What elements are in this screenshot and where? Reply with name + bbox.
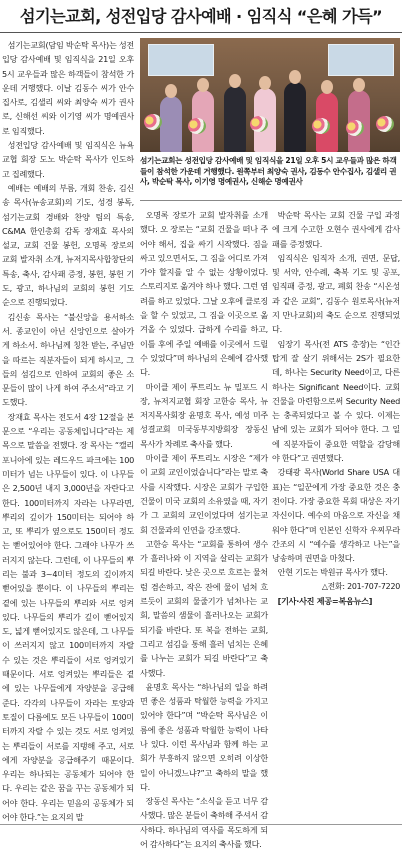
- article-column-2: [140, 208, 268, 850]
- person-figure: [224, 86, 246, 152]
- person-head: [197, 78, 209, 92]
- paragraph: 고한승 목사는 “교회를 통하여 생수가 흘러나와 이 지역을 살리는 교회가 되길 바란다. 낮은 곳으로 흐르는 물처럼 겸손하고, 작은 잔에 물이 넘쳐 흐르듯이 교회의 물줄기가 넘쳐나는 교회, 말씀의 샘물이 흘러나오는 교회가 되기를 바란다. 또 복을 전하는 교회, 그리고 섬김을 통해 흘러 넘치는 은혜를 나누는 교회가 되길 바란다”고 축사했다.: [140, 538, 268, 678]
- bouquet: [312, 118, 330, 134]
- paragraph: 김신송 목사는 “불신앙을 용서하소서. 종교인이 아닌 신앙인으로 살아가게 하소서. 하나님께 칭찬 받는, 주님만을 따르는 직분자들이 되게 하시고, 그들의 섬김으로 인하여 교회의 좋은 소문들이 많이 나게 하여 주소서”라고 기도했다.: [2, 311, 134, 408]
- headline-rule: [0, 32, 402, 33]
- paragraph: 예배는 예배의 부름, 개회 찬송, 김신송 목사(뉴송교회)의 기도, 성경 봉독, 섬기는교회 경배와 찬양 팀의 특송, C&MA 한인총회 감독 장재효 목사의 설교, 교회 건물 봉헌, 오명록 장로의 교회 발자취 소개, 뉴저지목사합창단의 특송, 축사, 감사패 증정, 봉헌, 봉헌 기도, 광고, 하나님의 교회의 봉헌 기도 순으로 진행되었다.: [2, 182, 134, 308]
- paragraph: 마이클 제이 푸트리노 뉴 밀포드 시장, 뉴저지교협 회장 고한승 목사, 뉴저지목사회장 윤명호 목사, 예성 미주성결교회 미국동부지방회장 장동신 목사가 차례로 축사를 했다.: [140, 381, 268, 449]
- paragraph: 장동신 목사는 “소식을 듣고 너무 감사했다. 많은 분들이 축하해 주셔서 감사하다. 하나님의 역사를 목도하게 되어 감사하다”는 요지의 축사를 했다.: [140, 796, 268, 850]
- paragraph: 윤명호 목사는 “하나님의 일을 하려면 좋은 성품과 탁월한 능력을 가지고 있어야 한다”며 “박순탁 목사님은 이름에 좋은 성품과 탁월한 능력이 나타나 있다. 이런 목사님과 함께 하는 교회가 부흥하지 않으면 오히려 이상한 일이 아니겠느냐?”고 축하의 말을 했다.: [140, 681, 268, 792]
- photo-caption: 섬기는교회는 성전입당 감사예배 및 임직식을 21일 오후 5시 교우들과 많은 하객들이 참석한 가운데 거행했다. 원쪽부터 최양숙 권사, 김동수 안수집사, 김샐리 권사, 박순탁 목사, 이기영 명예권사, 신해순 명예권사: [140, 156, 397, 187]
- contact-phone: △전화: 201-707-7220: [321, 581, 400, 591]
- paragraph: 임장기 목사(전 ATS 총장)는 “인간탑게 잘 살기 위해서는 2S가 필요한데, 하나는 Security Need이고, 다른 하나는 Significant Need이다. 교회 건물을 마련함으로써 Security Need는 충족되었다고 볼 수 있다. 이제는 남에 있는 교회가 되어야 한다. 그 일에 직분자들이 중요한 역할을 감당해야 한다”고 권면했다.: [272, 338, 400, 464]
- bouquet: [250, 116, 268, 132]
- bottom-rule: [0, 824, 402, 825]
- bouquet: [346, 120, 364, 136]
- article-headline: 섬기는교회, 성전입당 감사예배 · 임직식 “은혜 가득”: [19, 7, 383, 26]
- paragraph: 성전입당 감사예배 및 임직식은 뉴욕교협 회장 도노 박순탁 목사가 인도하고 집례했다.: [2, 140, 134, 179]
- paragraph: 박순탁 목사는 교회 건물 구입 과정에 크게 수고한 오현수 권사에게 감사패를 증정했다.: [272, 210, 400, 249]
- bouquet: [188, 118, 206, 134]
- caption-rule: [140, 200, 402, 201]
- person-figure: [160, 96, 182, 152]
- article-source: [기사·사진 제공=복음뉴스]: [277, 596, 373, 607]
- article-column-3: [272, 208, 400, 824]
- person-head: [353, 78, 365, 92]
- person-head: [165, 84, 177, 98]
- person-head: [289, 70, 301, 84]
- paragraph: 안현 기도는 박원규 목사가 했다.: [277, 567, 388, 578]
- person-head: [259, 76, 271, 90]
- paragraph: 오명록 장로가 교회 발자취를 소개했다. 오 장로는 “교회 건물을 떠나 주어야 해서, 집을 싸기 시작했다. 짐을 싸고 있으면서도, 그 짐을 어디로 가져가야 할지를 알 수 없는 상황이었다. 스토리지로 옮겨야 하나 했다. 그런 염려를 하고 있었다. 그날 오후에 클로징을 할 수 있었고, 그 짐을 이곳으로 옮겨올 수 있었다. 급하게 수리를 하고, 이틀 후에 주일 예배를 이곳에서 드릴 수 있었다”며 하나님의 은혜에 감사했다.: [140, 210, 268, 378]
- paragraph: 장재효 목사는 전도서 4장 12절을 본문으로 “우리는 공동체입니다”라는 제목으로 말씀을 전했다. 장 목사는 “캘리포니아에 있는 레드우드 파크에는 100미터가 넘는 나무들이 있다. 이 나무들은 2,500년 내지 3,000년을 자란다고 한다. 100미터까지 자라는 나무라면, 뿌리의 깊이가 150미터는 되어야 하고, 또 뿌리가 옆으로도 150미터 정도는 뻗어있어야 한다. 그래야 나무가 쓰러지지 않는다. 그런데, 이 나무들의 뿌리는 불과 3~4미터 정도의 깊이까지 뻗어있을 뿐이다. 이 나무들의 뿌리는 곁에 있는 나무들의 뿌리와 서로 엉켜 있다. 나무들의 뿌리가 깊이 뻗어있지도, 넓게 뻗어있지도 않은데, 그 나무들이 쓰러지지 않고 100미터까지 자랄 수 있는 것은 뿌리들이 서로 엉켜있기 때문이다. 서로 엉켜있는 뿌리들은 곁에 있는 나무들에게 자양분을 공급해 준다. 각각의 나무들이 자라는 토양과 토질이 다름에도 모든 나무들이 100미터까지 자랄 수 있는 것도 서로 엉켜있는 뿌리들이 서로를 지탱해 주고, 서로에게 자양분을 공급해주기 때문이다. 우리는 하나되는 공동체가 되어야 한다. 우리는 같은 꿈을 꾸는 공동체가 되어야 한다. 우리는 믿음의 공동체가 되어야 한다.”는 요지의 말: [2, 411, 134, 823]
- paragraph: 강태광 목사(World Share USA 대표)는 “일꾼에게 가장 중요한 것은 충전이다. 가장 중요한 목회 대상은 자기 자신이다. 예수의 마음으로 자신을 채워야 한다”며 인본인 신학자 우찌무라 간조의 시 “예수를 생각하고 나는”을 낭송하며 권면을 마쳤다.: [272, 467, 400, 564]
- person-figure: [284, 82, 306, 152]
- person-head: [229, 74, 241, 88]
- person-head: [321, 80, 333, 94]
- bouquet: [144, 114, 162, 130]
- paragraph: 섬기는교회(담임 박순탁 목사)는 성전입당 감사예배 및 임직식을 21일 오후 5시 교우들과 많은 하객들이 참석한 가운데 거행했다. 이날 김동수 씨가 안수집사로, 김샐리 씨와 최양숙 씨가 권사로, 신해선 씨와 이기영 씨가 명예권사로 임직했다.: [2, 40, 134, 136]
- article-photo: [140, 38, 400, 152]
- projection-screen: [328, 44, 394, 76]
- article-column-1: [2, 38, 134, 822]
- paragraph: 임직식은 임직자 소개, 권면, 문답, 및 서약, 안수례, 축복 기도 및 공포, 임직패 증정, 광고, 폐회 찬송 “시온성과 같은 교회”, 김동수 원로목사(뉴저지 만나교회)의 축도 순으로 진행되었다.: [272, 252, 400, 335]
- projection-screen: [148, 44, 214, 76]
- bouquet: [376, 116, 394, 132]
- paragraph: 마이클 제이 푸트리노 시장은 “제가 이 교회 교인이었습니다”라는 말로 축사를 시작했다. 시장은 교회가 구입한 건물이 미국 교회의 소유였을 때, 자기가 그 교회의 교인이었다며 섬기는교회 건물과의 인연을 강조했다.: [140, 453, 268, 535]
